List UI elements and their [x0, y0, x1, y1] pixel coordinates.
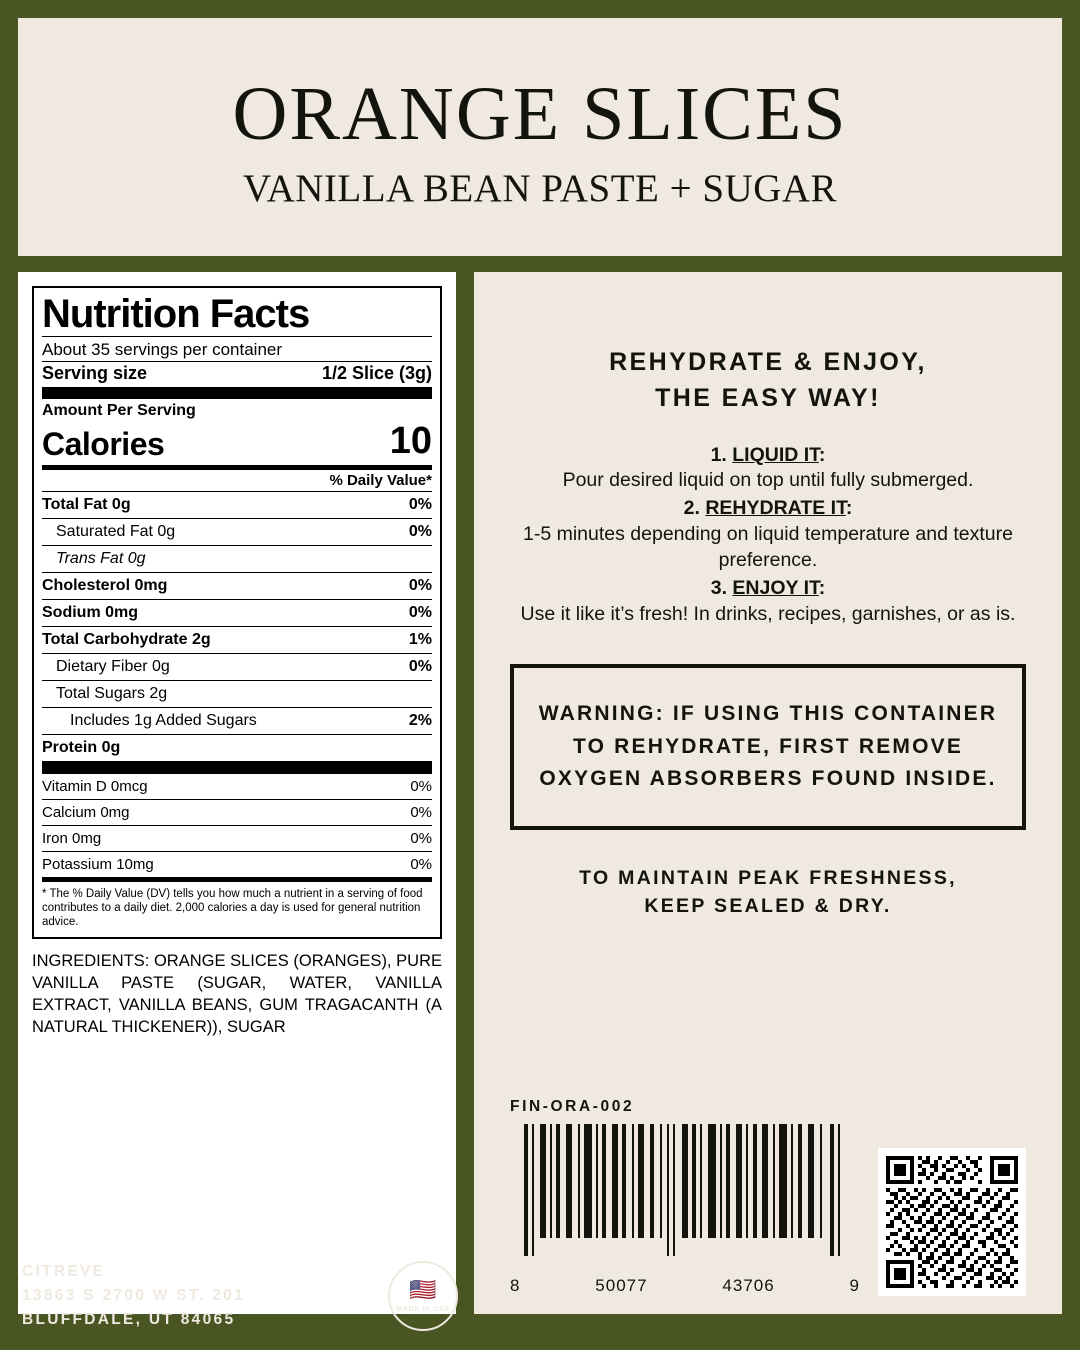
table-row [42, 572, 432, 599]
made-in-usa-label: MADE IN USA [396, 1303, 450, 1313]
page-subtitle: VANILLA BEAN PASTE + SUGAR [242, 166, 838, 210]
table-row [42, 599, 432, 626]
step-number: 1. [710, 443, 727, 466]
brand-address-line1: 13863 S 2700 W ST. 201 [22, 1286, 245, 1304]
nutrient-dv: 0% [408, 657, 432, 675]
list-item: 1. LIQUID IT: [710, 443, 826, 466]
header-panel [18, 18, 1062, 256]
table-row [42, 545, 432, 572]
table-row [42, 851, 432, 877]
nutrient-label: Total Carbohydrate 2g [42, 630, 211, 648]
calories-row [42, 420, 432, 465]
made-in-usa-seal [388, 1261, 458, 1331]
nutrient-label: Iron 0mg [42, 829, 102, 847]
calories-value: 10 [389, 419, 432, 462]
step-number: 3. [710, 577, 727, 600]
brand-address-line2: BLUFFDALE, UT 84065 [22, 1310, 236, 1328]
daily-value-header: % Daily Value* [329, 471, 432, 489]
us-flag-icon: 🇺🇸 [409, 1276, 437, 1302]
qr-code[interactable] [878, 1148, 1026, 1296]
brand-name: CITREVE [22, 1262, 106, 1280]
step-text: Pour desired liquid on top until fully submerged. [562, 469, 974, 492]
step-number: 2. [683, 497, 700, 520]
barcode-image [510, 1124, 860, 1274]
servings-per-container: About 35 servings per container [42, 339, 283, 359]
barcode-block [510, 1098, 860, 1296]
table-row [42, 680, 432, 707]
nutrient-dv: 2% [408, 711, 432, 729]
ingredients-text: INGREDIENTS: ORANGE SLICES (ORANGES), PURE VANILLA PASTE (SUGAR, WATER, VANILLA EXTRACT, VANILLA BEANS, GUM TRAGACANTH (A NATURAL THICKENER)), SUGAR [32, 951, 442, 1036]
nutrient-label: Total Fat 0g [42, 495, 131, 513]
barcode-digits [510, 1276, 860, 1296]
page-title: ORANGE SLICES [232, 71, 848, 156]
nutrient-dv: 0% [408, 576, 432, 594]
instructions-heading-line1: REHYDRATE & ENJOY, [609, 348, 927, 376]
freshness-line1: TO MAINTAIN PEAK FRESHNESS, [579, 866, 957, 889]
instructions-steps [510, 443, 1026, 628]
nutrient-dv: 0% [410, 803, 432, 821]
step-title: LIQUID IT [732, 443, 819, 466]
freshness-note [510, 864, 1026, 921]
instructions-heading-line2: THE EASY WAY! [655, 384, 881, 413]
nutrient-label: Protein 0g [42, 738, 121, 756]
list-item: 2. REHYDRATE IT: [683, 497, 853, 520]
calories-label: Calories [42, 425, 165, 462]
nutrient-dv: 0% [408, 495, 432, 513]
step-title: REHYDRATE IT [705, 497, 846, 520]
nutrient-label: Trans Fat 0g [56, 549, 146, 567]
label-body [18, 272, 1062, 1314]
sku-code: FIN-ORA-002 [510, 1098, 635, 1115]
brand-address [22, 1260, 245, 1332]
step-text: 1-5 minutes depending on liquid temperature and texture preference. [523, 523, 1013, 572]
nutrition-facts-box [32, 286, 442, 939]
nutrient-label: Dietary Fiber 0g [56, 657, 170, 675]
table-row [42, 653, 432, 680]
barcode-digit-group2: 43706 [722, 1276, 775, 1295]
nutrition-panel [18, 272, 456, 1314]
table-row [42, 518, 432, 545]
nutrient-dv: 1% [408, 630, 432, 648]
nutrient-label: Vitamin D 0mcg [42, 777, 148, 795]
table-row [42, 626, 432, 653]
table-row [42, 707, 432, 734]
nutrient-dv: 0% [410, 777, 432, 795]
nutrient-label: Potassium 10mg [42, 855, 154, 873]
list-item: 3. ENJOY IT: [710, 577, 826, 600]
table-row [42, 491, 432, 518]
instructions-heading [510, 344, 1026, 417]
nutrient-label: Sodium 0mg [42, 603, 139, 621]
nutrient-dv: 0% [410, 855, 432, 873]
step-title: ENJOY IT [732, 577, 819, 600]
table-row [42, 734, 432, 761]
table-row [42, 799, 432, 825]
freshness-line2: KEEP SEALED & DRY. [644, 894, 892, 917]
code-area [510, 1098, 1026, 1296]
table-row [42, 825, 432, 851]
nutrient-label: Includes 1g Added Sugars [70, 711, 257, 729]
barcode-digit-group1: 50077 [595, 1276, 648, 1295]
brand-footer [18, 1260, 474, 1332]
serving-size-label: Serving size [42, 362, 148, 383]
barcode-digit-right: 9 [849, 1276, 860, 1295]
nutrient-label: Total Sugars 2g [56, 684, 168, 702]
nutrient-label: Cholesterol 0mg [42, 576, 168, 594]
serving-size-row [42, 362, 432, 387]
nutrient-dv: 0% [408, 522, 432, 540]
nutrient-dv: 0% [408, 603, 432, 621]
table-row [42, 773, 432, 799]
step-text: Use it like it’s fresh! In drinks, recipes, garnishes, or as is. [520, 603, 1016, 626]
barcode-digit-left: 8 [510, 1276, 521, 1295]
amount-per-serving-label: Amount Per Serving [42, 401, 196, 419]
nutrition-facts-title: Nutrition Facts [42, 292, 310, 336]
daily-value-footnote: * The % Daily Value (DV) tells you how much a nutrient in a serving of food contributes to a daily diet. 2,000 calories a day is used for general nutrition advice. [42, 877, 432, 933]
warning-box: WARNING: IF USING THIS CONTAINER TO REHYDRATE, FIRST REMOVE OXYGEN ABSORBERS FOUND INSIDE. [510, 664, 1026, 830]
nutrient-label: Saturated Fat 0g [56, 522, 176, 540]
nutrient-dv: 0% [410, 829, 432, 847]
instructions-panel [474, 272, 1062, 1314]
serving-size-value: 1/2 Slice (3g) [321, 362, 432, 383]
nutrient-label: Calcium 0mg [42, 803, 130, 821]
